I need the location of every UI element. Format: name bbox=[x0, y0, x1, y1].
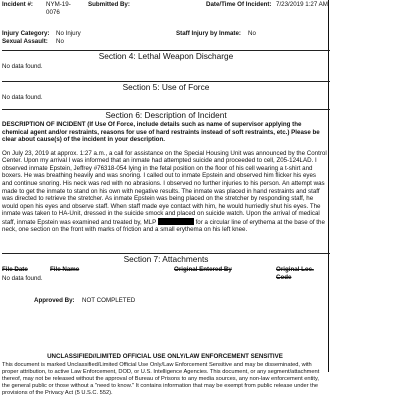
sexual-assault-value: No bbox=[56, 38, 64, 45]
description-narrative bbox=[2, 150, 328, 234]
incident-number-value: NYM-19-0076 bbox=[46, 1, 71, 16]
classification-banner: UNCLASSIFIED//LIMITED OFFICIAL USE ONLY/LAW ENFORCEMENT SENSITIVE bbox=[47, 353, 283, 360]
column-original-entered-by: Original Entered By bbox=[174, 266, 232, 273]
classification-disclaimer: This document is marked Unclassified/Limited Official Use Only/Law Enforcement Sensitive and may be disseminated, with proper attribution, to active Law Enforcement, DOD, or U.S. Intelligence Agencies. This document, or any segment/attachment thereof, may not be released without the approval of Bureau of Prisons to any media sources, any non-law enforcement entity, the general public or those without a "need to know." It contains information that may be exempt from public release under the provisions of the Privacy Act (5 U.S.C. 552). bbox=[2, 362, 320, 396]
section-7-no-data: No data found. bbox=[2, 275, 43, 282]
section-4-title: Section 4: Lethal Weapon Discharge bbox=[98, 51, 234, 61]
injury-category-value: No Injury bbox=[56, 30, 81, 37]
sexual-assault-label: Sexual Assault: bbox=[2, 38, 48, 45]
approved-by-label: Approved By: bbox=[34, 297, 75, 304]
section-6-title: Section 6: Description of Incident bbox=[105, 110, 227, 120]
column-file-name: File Name bbox=[50, 266, 80, 273]
section-4-no-data: No data found. bbox=[2, 63, 43, 70]
narrative-after-redaction: for a circular line of erythema at the base of the neck, one section on the front with marks of friction and a small erythema on his left knee. bbox=[2, 218, 325, 234]
datetime-value: 7/23/2019 1:27 AM bbox=[276, 1, 328, 8]
section-5-no-data: No data found. bbox=[2, 94, 43, 101]
incident-description bbox=[2, 121, 328, 234]
approved-by-value: NOT COMPLETED bbox=[82, 297, 136, 304]
injury-category-label: Injury Category: bbox=[2, 30, 50, 37]
staff-injury-value: No bbox=[248, 30, 256, 37]
incident-number-label: Incident #: bbox=[2, 1, 33, 8]
section-7-title: Section 7: Attachments bbox=[123, 254, 209, 264]
description-instructions: DESCRIPTION OF INCIDENT (If Use Of Force, include details such as name of supervisor applying the chemical agent and/or restraints, reasons for use of hard restraints instead of soft restraints, etc.) Please be clear about cause(s) of the incident in your description. bbox=[2, 121, 320, 144]
column-file-date: File Date bbox=[2, 266, 28, 273]
submitted-by-label: Submitted By: bbox=[88, 1, 130, 8]
datetime-label: Date/Time Of Incident: bbox=[206, 1, 272, 8]
narrative-before-redaction: On July 23, 2019 at approx. 1:27 a.m., a call for assistance on the Special Housing Unit was announced by the Control Center. Upon my arrival I was informed that an inmate had attempted suicide and proceeded to cell, Z05-124LAD. I observed inmate Epstein, Jeffrey #76318-054 lying in the fetal position on the floor of his cell wearing a t-shirt and boxers. He was breathing heavily and was snoring. I called out to inmate Epstein and observed him flicker his eyes and continue snoring. His neck was red with no abrasions. I observed no further injuries to his person. An attempt was made to get the inmate to stand on his own with negative results. The inmate was placed in hand restraints and staff was directed to retrieve the stretcher. As inmate Epstein was being placed on the stretcher by responding staff, he would open his eyes and observe staff. When staff made eye contact with him, he would hurriedly shut his eyes. The inmate was taken to HA-Unit, dressed in the suicide smock and placed on suicide watch. Upon the arrival of medical staff, inmate Epstein was examined and treated by, MLP bbox=[2, 149, 327, 226]
redaction-bar bbox=[158, 218, 194, 225]
column-original-loc-code: Original Loc. Code bbox=[276, 266, 314, 281]
staff-injury-label: Staff Injury by Inmate: bbox=[176, 30, 241, 37]
section-5-title: Section 5: Use of Force bbox=[122, 82, 210, 92]
